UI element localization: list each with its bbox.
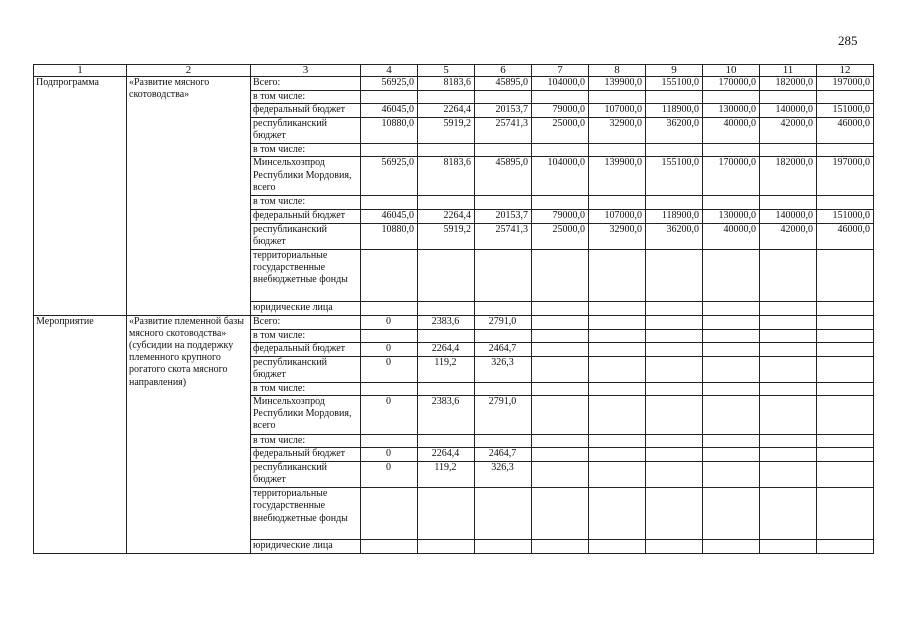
value-cell (589, 356, 646, 382)
value-cell: 107000,0 (589, 104, 646, 118)
value-cell (703, 329, 760, 342)
value-cell: 2791,0 (475, 315, 532, 329)
value-cell: 40000,0 (703, 118, 760, 144)
column-number-header: 2 (127, 65, 251, 77)
value-cell (817, 540, 874, 554)
value-cell (589, 329, 646, 342)
funding-source-label: юридические лица (251, 301, 361, 315)
value-cell: 42000,0 (760, 118, 817, 144)
value-cell: 118900,0 (646, 104, 703, 118)
value-cell (760, 382, 817, 395)
value-cell (817, 435, 874, 448)
value-cell: 170000,0 (703, 157, 760, 196)
value-cell (703, 382, 760, 395)
value-cell (817, 448, 874, 462)
value-cell (817, 396, 874, 435)
page-number: 285 (838, 33, 858, 48)
value-cell (532, 342, 589, 356)
value-cell (532, 249, 589, 301)
value-cell: 40000,0 (703, 223, 760, 249)
column-number-header: 11 (760, 65, 817, 77)
value-cell (760, 196, 817, 209)
value-cell (817, 144, 874, 157)
value-cell (532, 301, 589, 315)
value-cell: 46045,0 (361, 209, 418, 223)
value-cell (817, 301, 874, 315)
value-cell: 56925,0 (361, 157, 418, 196)
value-cell (532, 91, 589, 104)
value-cell: 20153,7 (475, 104, 532, 118)
column-number-header: 9 (646, 65, 703, 77)
section-name: «Развитие мясного скотоводства» (127, 77, 251, 316)
value-cell: 182000,0 (760, 157, 817, 196)
value-cell: 25741,3 (475, 118, 532, 144)
value-cell (418, 144, 475, 157)
value-cell (703, 196, 760, 209)
value-cell (589, 144, 646, 157)
value-cell: 46045,0 (361, 104, 418, 118)
value-cell (817, 462, 874, 488)
value-cell: 10880,0 (361, 223, 418, 249)
value-cell (646, 249, 703, 301)
value-cell: 8183,6 (418, 77, 475, 91)
table-row (34, 77, 874, 91)
funding-source-label: федеральный бюджет (251, 209, 361, 223)
value-cell: 139900,0 (589, 77, 646, 91)
column-number-header: 7 (532, 65, 589, 77)
value-cell (418, 329, 475, 342)
value-cell: 2264,4 (418, 448, 475, 462)
column-number-header: 8 (589, 65, 646, 77)
value-cell (760, 462, 817, 488)
value-cell (703, 315, 760, 329)
value-cell (475, 196, 532, 209)
section-type: Мероприятие (34, 315, 127, 554)
value-cell (760, 396, 817, 435)
value-cell: 326,3 (475, 356, 532, 382)
value-cell (418, 301, 475, 315)
value-cell (361, 382, 418, 395)
value-cell (646, 435, 703, 448)
value-cell (817, 196, 874, 209)
funding-source-label: в том числе: (251, 382, 361, 395)
value-cell: 32900,0 (589, 223, 646, 249)
value-cell: 2464,7 (475, 448, 532, 462)
value-cell (418, 382, 475, 395)
value-cell (475, 329, 532, 342)
value-cell: 2264,4 (418, 209, 475, 223)
value-cell (646, 196, 703, 209)
value-cell: 45895,0 (475, 77, 532, 91)
value-cell: 151000,0 (817, 104, 874, 118)
value-cell (589, 435, 646, 448)
value-cell: 79000,0 (532, 209, 589, 223)
value-cell: 20153,7 (475, 209, 532, 223)
value-cell (703, 91, 760, 104)
value-cell (703, 249, 760, 301)
value-cell (817, 315, 874, 329)
value-cell (361, 540, 418, 554)
value-cell: 155100,0 (646, 157, 703, 196)
value-cell: 0 (361, 342, 418, 356)
value-cell (475, 144, 532, 157)
funding-source-label: Всего: (251, 315, 361, 329)
value-cell: 10880,0 (361, 118, 418, 144)
funding-source-label: Минсельхозпрод Республики Мордовия, всего (251, 157, 361, 196)
value-cell (532, 196, 589, 209)
value-cell: 104000,0 (532, 77, 589, 91)
value-cell (646, 382, 703, 395)
value-cell: 107000,0 (589, 209, 646, 223)
value-cell: 2791,0 (475, 396, 532, 435)
value-cell: 2264,4 (418, 104, 475, 118)
value-cell (418, 488, 475, 540)
value-cell (589, 196, 646, 209)
value-cell (703, 144, 760, 157)
value-cell: 2383,6 (418, 396, 475, 435)
funding-source-label: Минсельхозпрод Республики Мордовия, всего (251, 396, 361, 435)
value-cell (646, 488, 703, 540)
value-cell (532, 435, 589, 448)
value-cell: 25000,0 (532, 118, 589, 144)
value-cell: 0 (361, 448, 418, 462)
value-cell (361, 144, 418, 157)
value-cell (361, 301, 418, 315)
value-cell (589, 396, 646, 435)
value-cell (589, 448, 646, 462)
value-cell (418, 435, 475, 448)
value-cell (760, 144, 817, 157)
funding-source-label: республиканский бюджет (251, 223, 361, 249)
value-cell (817, 91, 874, 104)
value-cell (703, 488, 760, 540)
funding-source-label: в том числе: (251, 91, 361, 104)
value-cell (475, 435, 532, 448)
section-type: Подпрограмма (34, 77, 127, 316)
value-cell (475, 249, 532, 301)
value-cell (361, 488, 418, 540)
value-cell (532, 448, 589, 462)
value-cell: 140000,0 (760, 209, 817, 223)
value-cell: 2383,6 (418, 315, 475, 329)
value-cell (817, 382, 874, 395)
value-cell (475, 301, 532, 315)
value-cell (589, 91, 646, 104)
value-cell: 104000,0 (532, 157, 589, 196)
value-cell: 182000,0 (760, 77, 817, 91)
section-name: «Развитие племенной базы мясного скотоводства» (субсидии на поддержку племенного крупного рогатого скота мясного направления) (127, 315, 251, 554)
value-cell: 139900,0 (589, 157, 646, 196)
budget-table (33, 64, 874, 554)
table-row (34, 315, 874, 329)
value-cell (760, 488, 817, 540)
value-cell: 42000,0 (760, 223, 817, 249)
value-cell (646, 301, 703, 315)
value-cell (646, 315, 703, 329)
funding-source-label: республиканский бюджет (251, 356, 361, 382)
value-cell: 326,3 (475, 462, 532, 488)
value-cell (646, 91, 703, 104)
funding-source-label: федеральный бюджет (251, 104, 361, 118)
value-cell: 119,2 (418, 356, 475, 382)
value-cell: 25000,0 (532, 223, 589, 249)
value-cell (646, 356, 703, 382)
value-cell: 32900,0 (589, 118, 646, 144)
value-cell (703, 301, 760, 315)
value-cell (475, 382, 532, 395)
value-cell: 151000,0 (817, 209, 874, 223)
value-cell: 170000,0 (703, 77, 760, 91)
column-number-header: 3 (251, 65, 361, 77)
value-cell (760, 91, 817, 104)
value-cell (760, 249, 817, 301)
value-cell (817, 356, 874, 382)
column-number-header: 1 (34, 65, 127, 77)
value-cell: 118900,0 (646, 209, 703, 223)
column-number-header: 12 (817, 65, 874, 77)
value-cell: 56925,0 (361, 77, 418, 91)
value-cell (475, 488, 532, 540)
value-cell: 0 (361, 315, 418, 329)
funding-source-label: юридические лица (251, 540, 361, 554)
value-cell: 5919,2 (418, 118, 475, 144)
value-cell (589, 540, 646, 554)
value-cell (361, 91, 418, 104)
value-cell (760, 540, 817, 554)
value-cell (646, 329, 703, 342)
funding-source-label: в том числе: (251, 144, 361, 157)
value-cell (532, 315, 589, 329)
value-cell: 79000,0 (532, 104, 589, 118)
value-cell: 45895,0 (475, 157, 532, 196)
value-cell (817, 342, 874, 356)
funding-source-label: в том числе: (251, 329, 361, 342)
value-cell (532, 462, 589, 488)
value-cell: 46000,0 (817, 118, 874, 144)
funding-source-label: в том числе: (251, 196, 361, 209)
value-cell: 0 (361, 396, 418, 435)
value-cell (418, 540, 475, 554)
value-cell (418, 196, 475, 209)
value-cell (589, 301, 646, 315)
value-cell (760, 329, 817, 342)
value-cell (532, 396, 589, 435)
value-cell (589, 315, 646, 329)
value-cell: 140000,0 (760, 104, 817, 118)
value-cell (589, 382, 646, 395)
value-cell (703, 462, 760, 488)
value-cell (760, 301, 817, 315)
value-cell: 197000,0 (817, 77, 874, 91)
value-cell (532, 329, 589, 342)
value-cell: 130000,0 (703, 104, 760, 118)
value-cell (589, 249, 646, 301)
value-cell (646, 462, 703, 488)
funding-source-label: федеральный бюджет (251, 448, 361, 462)
value-cell (361, 435, 418, 448)
value-cell (532, 488, 589, 540)
value-cell (532, 144, 589, 157)
value-cell (418, 249, 475, 301)
value-cell (646, 144, 703, 157)
funding-source-label: федеральный бюджет (251, 342, 361, 356)
value-cell: 0 (361, 462, 418, 488)
value-cell (703, 342, 760, 356)
value-cell (361, 329, 418, 342)
value-cell (703, 356, 760, 382)
value-cell (760, 435, 817, 448)
value-cell (760, 356, 817, 382)
value-cell (646, 540, 703, 554)
value-cell: 5919,2 (418, 223, 475, 249)
value-cell: 36200,0 (646, 118, 703, 144)
value-cell: 119,2 (418, 462, 475, 488)
value-cell (646, 396, 703, 435)
value-cell (361, 249, 418, 301)
value-cell (361, 196, 418, 209)
funding-source-label: в том числе: (251, 435, 361, 448)
value-cell (703, 435, 760, 448)
value-cell (760, 342, 817, 356)
value-cell (703, 448, 760, 462)
value-cell: 155100,0 (646, 77, 703, 91)
value-cell (475, 540, 532, 554)
value-cell (418, 91, 475, 104)
column-number-header: 6 (475, 65, 532, 77)
value-cell (703, 396, 760, 435)
value-cell (760, 448, 817, 462)
value-cell (589, 488, 646, 540)
value-cell: 2264,4 (418, 342, 475, 356)
value-cell: 2464,7 (475, 342, 532, 356)
funding-source-label: Всего: (251, 77, 361, 91)
value-cell: 197000,0 (817, 157, 874, 196)
value-cell (703, 540, 760, 554)
value-cell (646, 342, 703, 356)
value-cell (475, 91, 532, 104)
value-cell (646, 448, 703, 462)
value-cell (532, 540, 589, 554)
value-cell (532, 382, 589, 395)
value-cell: 36200,0 (646, 223, 703, 249)
value-cell (589, 462, 646, 488)
header-row (34, 65, 874, 77)
funding-source-label: республиканский бюджет (251, 118, 361, 144)
funding-source-label: республиканский бюджет (251, 462, 361, 488)
column-number-header: 10 (703, 65, 760, 77)
value-cell: 8183,6 (418, 157, 475, 196)
value-cell (817, 249, 874, 301)
value-cell: 46000,0 (817, 223, 874, 249)
column-number-header: 4 (361, 65, 418, 77)
value-cell: 0 (361, 356, 418, 382)
value-cell (817, 488, 874, 540)
value-cell (760, 315, 817, 329)
value-cell: 25741,3 (475, 223, 532, 249)
funding-source-label: территориальные государственные внебюджетные фонды (251, 249, 361, 301)
value-cell (817, 329, 874, 342)
funding-source-label: территориальные государственные внебюджетные фонды (251, 488, 361, 540)
column-number-header: 5 (418, 65, 475, 77)
value-cell (589, 342, 646, 356)
value-cell: 130000,0 (703, 209, 760, 223)
value-cell (532, 356, 589, 382)
